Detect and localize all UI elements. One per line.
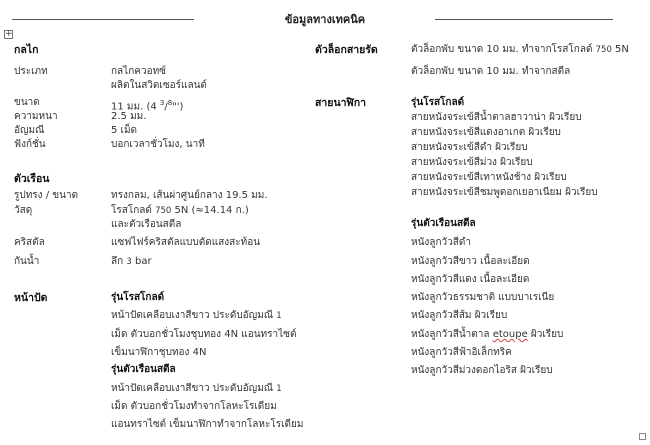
strap-rose-item: สายหนังจระเข้สีม่วง ผิวเรียบ — [411, 157, 533, 168]
strap-rose-heading: รุ่นโรสโกลด์ — [411, 97, 465, 108]
movement-jewels-value: 5 เม็ด — [111, 125, 138, 136]
movement-jewels-label: อัญมณี — [14, 125, 45, 136]
case-heading: ตัวเรือน — [14, 173, 50, 185]
movement-thickness-value: 2.5 มม. — [111, 111, 147, 122]
buckle-line-1: ตัวล็อกพับ ขนาด 10 มม. ทำจากโรสโกลด์ 750 5N — [411, 44, 629, 55]
strap-steel-item: หนังลูกวัวธรรมชาติ แบบบาเรเนีย — [411, 292, 555, 303]
strap-steel-item: หนังลูกวัวสีม่วงดอกไอริส ผิวเรียบ — [411, 365, 553, 376]
strap-rose-item: สายหนังจระเข้สีน้ำตาลฮาวาน่า ผิวเรียบ — [411, 112, 582, 123]
strap-steel-item: หนังลูกวัวสีส้ม ผิวเรียบ — [411, 310, 508, 321]
strap-steel-item: หนังลูกวัวสีฟ้าอิเล็กทริค — [411, 347, 512, 358]
strap-rose-item: สายหนังจระเข้สีชมพูดอกเยอาเนียม ผิวเรียบ — [411, 187, 598, 198]
dial-rose-heading: รุ่นโรสโกลด์ — [111, 292, 165, 303]
document-header — [0, 10, 650, 26]
movement-type-value-1: กลไกควอทซ์ — [111, 66, 166, 77]
strap-steel-item-etoupe: หนังลูกวัวสีน้ำตาล etoupe ผิวเรียบ — [411, 329, 564, 340]
dial-steel-line-2: เม็ด ตัวบอกชั่วโมงทำจากโลหะโรเดียม — [111, 401, 277, 412]
case-crystal-value: แซฟไฟร์คริสตัลแบบตัดแสงสะท้อน — [111, 237, 261, 248]
dial-steel-line-3: แอนทราไซต์ เข็มนาฬิกาทำจากโลหะโรเดียม — [111, 419, 304, 430]
page-title: ข้อมูลทางเทคนิค — [284, 13, 366, 26]
buckle-line-2: ตัวล็อกพับ ขนาด 10 มม. ทำจากสตีล — [411, 66, 571, 77]
movement-heading: กลไก — [14, 44, 39, 56]
resize-handle-icon[interactable] — [639, 433, 646, 440]
case-water-label: กันน้ำ — [14, 256, 40, 267]
strap-steel-item: หนังลูกวัวสีดำ — [411, 237, 471, 248]
movement-type-label: ประเภท — [14, 66, 48, 77]
movement-functions-value: บอกเวลาชั่วโมง, นาที — [111, 139, 205, 150]
movement-type-value-2: ผลิตในสวิตเซอร์แลนด์ — [111, 80, 207, 91]
strap-steel-item: หนังลูกวัวสีขาว เนื้อละเอียด — [411, 256, 530, 267]
expand-toggle-icon[interactable]: + — [5, 29, 13, 39]
case-shape-value: ทรงกลม, เส้นผ่าศูนย์กลาง 19.5 มม. — [111, 190, 268, 201]
title-rule-right — [435, 19, 613, 20]
case-material-value-2: และตัวเรือนสตีล — [111, 219, 182, 230]
buckle-heading: ตัวล็อกสายรัด — [315, 44, 378, 56]
case-shape-label: รูปทรง / ขนาด — [14, 190, 79, 201]
dial-steel-heading: รุ่นตัวเรือนสตีล — [111, 364, 176, 375]
strap-rose-item: สายหนังจระเข้สีดำ ผิวเรียบ — [411, 142, 528, 153]
dial-rose-line-2: เม็ด ตัวบอกชั่วโมงชุบทอง 4N แอนทราไซต์ — [111, 329, 297, 340]
case-material-value-1: โรสโกลด์ 750 5N (≈14.14 ก.) — [111, 205, 249, 216]
movement-size-value: 11 มม. (4 $^3$/$^8$"') — [111, 99, 184, 113]
movement-functions-label: ฟังก์ชั่น — [14, 139, 46, 150]
dial-rose-line-1: หน้าปัดเคลือบเงาสีขาว ประดับอัญมณี 1 — [111, 310, 282, 321]
dial-rose-line-3: เข็มนาฬิกาชุบทอง 4N — [111, 347, 207, 358]
strap-steel-heading: รุ่นตัวเรือนสตีล — [411, 218, 476, 229]
strap-steel-item: หนังลูกวัวสีแดง เนื้อละเอียด — [411, 274, 530, 285]
strap-rose-item: สายหนังจระเข้สีแดงอาเกต ผิวเรียบ — [411, 127, 561, 138]
movement-size-label: ขนาด — [14, 97, 40, 108]
case-material-label: วัสดุ — [14, 205, 33, 216]
movement-thickness-label: ความหนา — [14, 111, 58, 122]
dial-steel-line-1: หน้าปัดเคลือบเงาสีขาว ประดับอัญมณี 1 — [111, 383, 282, 394]
strap-rose-item: สายหนังจระเข้สีเทาหนังช้าง ผิวเรียบ — [411, 172, 567, 183]
dial-heading: หน้าปัด — [14, 292, 48, 304]
strap-heading: สายนาฬิกา — [315, 97, 366, 109]
case-crystal-label: คริสตัล — [14, 237, 45, 248]
case-water-value: ลึก 3 bar — [111, 256, 152, 267]
